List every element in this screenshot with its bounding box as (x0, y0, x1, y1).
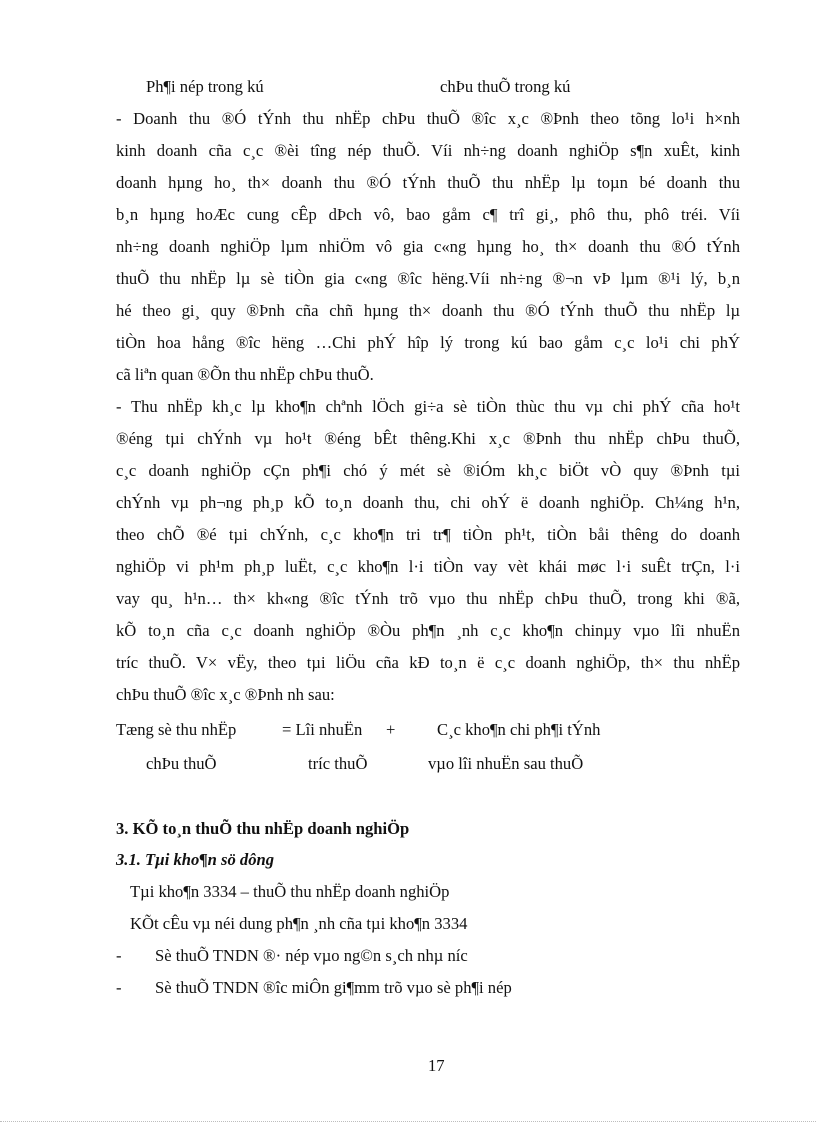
structure-line: KÕt cÊu vµ néi dung ph¶n ¸nh cña tµi kho¶n 3334 (130, 914, 468, 933)
header-right: chÞu thuÕ trong kú (440, 77, 571, 96)
formula-rhs-cont: vµo lîi nhuËn sau thuÕ (428, 754, 584, 773)
formula-mid-cont: tríc thuÕ (308, 754, 368, 773)
para2-line: chÝnh vµ ph¬ng ph¸p kÕ to¸n doanh thu, chi ohÝ ë doanh nghiÖp. Ch¼ng h¹n, (116, 493, 740, 512)
account-line: Tµi kho¶n 3334 – thuÕ thu nhËp doanh nghiÖp (130, 882, 450, 901)
para2-line: tríc thuÕ. V× vËy, theo tµi liÖu cña kÐ to¸n ë c¸c doanh nghiÖp, th× thu nhËp (116, 653, 740, 672)
formula-rhs: C¸c kho¶n chi ph¶i tÝnh (437, 720, 601, 739)
bullet-dash: - (116, 946, 122, 965)
para2-last-line: chÞu thuÕ ®îc x¸c ®Þnh nh sau: (116, 685, 335, 704)
subsection-heading: 3.1. Tµi kho¶n sö dông (116, 850, 275, 869)
para1-line: thuÕ thu nhËp lµ sè tiÒn gia c«ng ®îc hëng.Víi nh÷ng ®¬n vÞ lµm ®¹i lý, b¸n (116, 269, 740, 288)
para2-line: c¸c doanh nghiÖp cÇn ph¶i chó ý mét sè ®iÓm kh¸c biÖt vÒ quy ®Þnh tµi (116, 461, 740, 480)
formula-plus: + (386, 720, 396, 739)
para1-line: nh÷ng doanh nghiÖp lµm nhiÖm vô gia c«ng hµng ho¸ th× doanh thu ®Ó tÝnh (116, 237, 740, 256)
para1-line: b¸n hµng hoÆc cung cÊp dÞch vô, bao gåm c¶ trî gi¸, phô thu, phô tréi. Víi (116, 205, 740, 224)
header-left: Ph¶i nép trong kú (146, 77, 264, 96)
formula-lhs-cont: chÞu thuÕ (146, 754, 217, 773)
para2-line: nghiÖp vi ph¹m ph¸p luËt, c¸c kho¶n l·i tiÒn vay vèt khái møc l·i suÊt trÇn, l·i (116, 557, 740, 576)
para2-line: theo chÕ ®é tµi chÝnh, c¸c kho¶n tri tr¶ tiÒn ph¹t, tiÒn båi thêng do doanh (116, 525, 740, 544)
para1-line: tiÒn hoa hång ®îc hëng …Chi phÝ hîp lý trong kú bao gåm c¸c lo¹i chi phÝ (116, 333, 740, 352)
para2-line: ®éng tµi chÝnh vµ ho¹t ®éng bÊt thêng.Khi x¸c ®Þnh thu nhËp chÞu thuÕ, (116, 429, 740, 448)
bullet-text: Sè thuÕ TNDN ®îc miÔn gi¶mm trõ vµo sè ph¶i nép (155, 978, 512, 997)
para1-last-line: cã liªn quan ®Õn thu nhËp chÞu thuÕ. (116, 365, 374, 384)
formula-lhs: Tæng sè thu nhËp (116, 720, 237, 739)
section-heading: 3. KÕ to¸n thuÕ thu nhËp doanh nghiÖp (116, 819, 410, 838)
para1-line: - Doanh thu ®Ó tÝnh thu nhËp chÞu thuÕ ®îc x¸c ®Þnh theo tõng lo¹i h×nh (116, 109, 740, 128)
para1-line: doanh hµng ho¸ th× doanh thu ®Ó tÝnh thuÕ thu nhËp lµ toµn bé doanh thu (116, 173, 740, 192)
page-number: 17 (428, 1056, 445, 1075)
para2-line: vay qu¸ h¹n… th× kh«ng ®îc tÝnh trõ vµo thu nhËp chÞu thuÕ, trong khi ®ã, (116, 589, 740, 608)
page-bottom-divider (0, 1121, 816, 1122)
para1-line: kinh doanh cña c¸c ®èi tîng nép thuÕ. Víi nh÷ng doanh nghiÖp s¶n xuÊt, kinh (116, 141, 740, 160)
bullet-dash: - (116, 978, 122, 997)
formula-equals-profit: = Lîi nhuËn (282, 720, 363, 739)
para2-line: kÕ to¸n cña c¸c doanh nghiÖp ®Òu ph¶n ¸nh c¸c kho¶n chinµy vµo lîi nhuËn (116, 621, 740, 640)
para2-line: - Thu nhËp kh¸c lµ kho¶n chªnh lÖch gi÷a sè tiÒn thùc thu vµ chi phÝ cña ho¹t (116, 397, 740, 416)
bullet-text: Sè thuÕ TNDN ®· nép vµo ng©n s¸ch nhµ níc (155, 946, 468, 965)
para1-line: hé theo gi¸ quy ®Þnh cña chñ hµng th× doanh thu ®Ó tÝnh thuÕ thu nhËp lµ (116, 301, 740, 320)
